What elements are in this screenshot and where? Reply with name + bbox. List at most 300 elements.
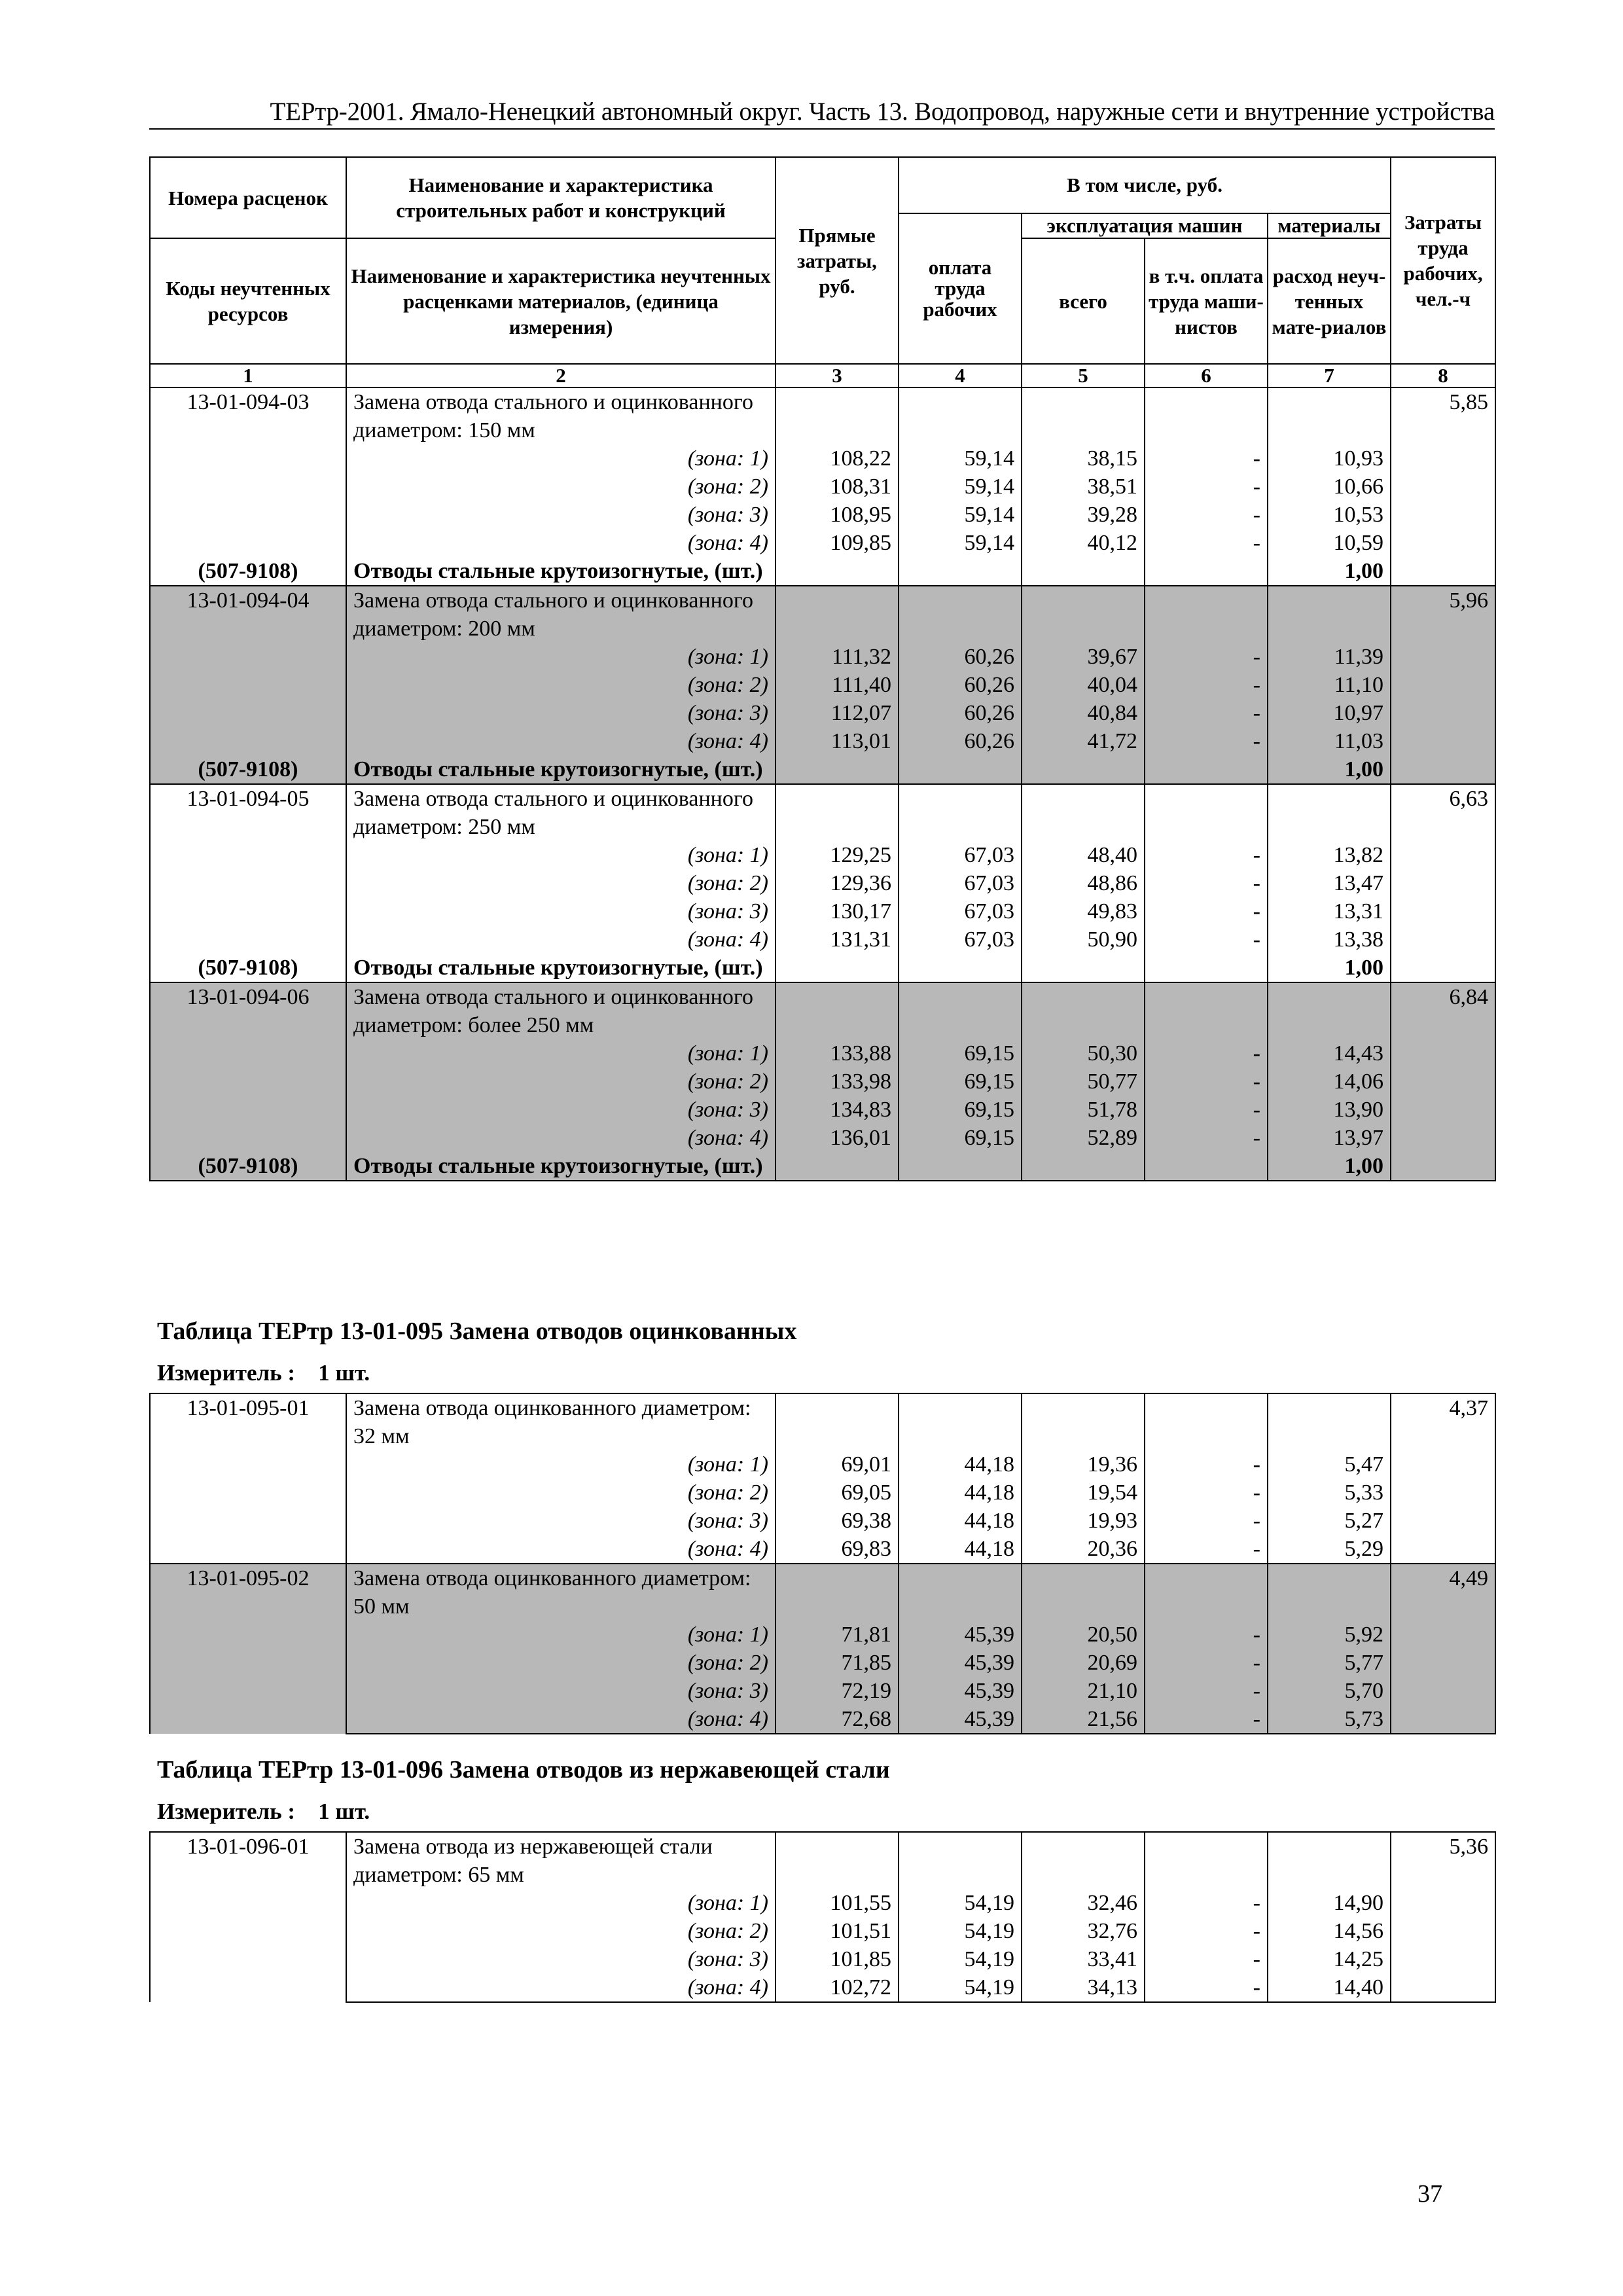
- empty-cell: [899, 784, 1022, 841]
- zone-row: [150, 473, 1495, 501]
- rate-code: 13-01-094-06: [150, 982, 346, 1039]
- table-row: [150, 1832, 1495, 1889]
- labor-pay: 69,15: [899, 1067, 1022, 1096]
- empty-cell: [899, 387, 1022, 444]
- machine-cost: 51,78: [1022, 1096, 1145, 1124]
- machine-cost: 49,83: [1022, 897, 1145, 925]
- rate-name: Замена отвода стального и оцинкованного диаметром: 250 мм: [346, 784, 776, 841]
- labor-pay: 60,26: [899, 727, 1022, 755]
- zone-row: [150, 671, 1495, 699]
- rates-table-096: [149, 1831, 1496, 2003]
- code-spacer: [150, 1649, 346, 1677]
- labor-pay: 44,18: [899, 1479, 1022, 1507]
- zone-row: [150, 444, 1495, 473]
- empty-cell: [1022, 1393, 1145, 1450]
- code-spacer: [150, 1945, 346, 1973]
- table-row: [150, 982, 1495, 1039]
- zone-row: [150, 1479, 1495, 1507]
- machine-labor-pay: -: [1145, 841, 1268, 869]
- col-header-machines: эксплуатация машин: [1022, 213, 1268, 238]
- zone-label: (зона: 2): [346, 671, 776, 699]
- code-spacer: [150, 1621, 346, 1649]
- zone-label: (зона: 4): [346, 925, 776, 954]
- zone-row: [150, 1124, 1495, 1152]
- rate-code: 13-01-094-03: [150, 387, 346, 444]
- machine-cost: 50,30: [1022, 1039, 1145, 1067]
- code-spacer: [150, 1096, 346, 1124]
- zone-label: (зона: 2): [346, 1479, 776, 1507]
- materials-cost: 13,97: [1268, 1124, 1391, 1152]
- col-header-labor-cost: Затраты труда рабочих, чел.-ч: [1391, 157, 1495, 364]
- empty-cell: [776, 1393, 899, 1450]
- direct-cost: 134,83: [776, 1096, 899, 1124]
- machine-labor-pay: -: [1145, 1705, 1268, 1734]
- section-title-095: Таблица ТЕРтр 13-01-095 Замена отводов оцинкованных: [157, 1318, 797, 1345]
- empty-cell: [1022, 954, 1145, 982]
- resource-qty: 1,00: [1268, 1152, 1391, 1181]
- zone-row: [150, 1450, 1495, 1479]
- resource-qty: 1,00: [1268, 557, 1391, 586]
- labor-pay: 54,19: [899, 1889, 1022, 1917]
- labor-pay: 59,14: [899, 529, 1022, 557]
- empty-cell: [1145, 1832, 1268, 1889]
- rate-name: Замена отвода стального и оцинкованного диаметром: более 250 мм: [346, 982, 776, 1039]
- direct-cost: 102,72: [776, 1973, 899, 2002]
- labor-pay: 44,18: [899, 1535, 1022, 1564]
- zone-label: (зона: 3): [346, 1945, 776, 1973]
- materials-cost: 5,29: [1268, 1535, 1391, 1564]
- machine-labor-pay: -: [1145, 925, 1268, 954]
- direct-cost: 112,07: [776, 699, 899, 727]
- col-num-1: 1: [150, 364, 346, 387]
- materials-cost: 14,25: [1268, 1945, 1391, 1973]
- code-spacer: [150, 671, 346, 699]
- empty-cell: [1268, 387, 1391, 444]
- direct-cost: 72,19: [776, 1677, 899, 1705]
- direct-cost: 108,31: [776, 473, 899, 501]
- col-header-materials: материалы: [1268, 213, 1391, 238]
- machine-cost: 40,04: [1022, 671, 1145, 699]
- zone-label: (зона: 1): [346, 444, 776, 473]
- code-spacer: [150, 699, 346, 727]
- labor-pay: 54,19: [899, 1973, 1022, 2002]
- empty-cell: [1022, 557, 1145, 586]
- zone-row: [150, 529, 1495, 557]
- direct-cost: 101,55: [776, 1889, 899, 1917]
- machine-labor-pay: -: [1145, 897, 1268, 925]
- machine-cost: 34,13: [1022, 1973, 1145, 2002]
- direct-cost: 113,01: [776, 727, 899, 755]
- zone-label: (зона: 2): [346, 1917, 776, 1945]
- empty-cell: [899, 954, 1022, 982]
- machine-cost: 41,72: [1022, 727, 1145, 755]
- zone-row: [150, 1507, 1495, 1535]
- zone-label: (зона: 2): [346, 1067, 776, 1096]
- empty-cell: [776, 586, 899, 643]
- materials-cost: 5,70: [1268, 1677, 1391, 1705]
- code-spacer: [150, 1039, 346, 1067]
- code-spacer: [150, 869, 346, 897]
- zone-label: (зона: 3): [346, 501, 776, 529]
- machine-labor-pay: -: [1145, 1096, 1268, 1124]
- rate-group: [150, 982, 1495, 1181]
- code-spacer: [150, 841, 346, 869]
- materials-cost: 14,43: [1268, 1039, 1391, 1067]
- labor-pay: 54,19: [899, 1945, 1022, 1973]
- labor-pay: 67,03: [899, 841, 1022, 869]
- zone-row: [150, 643, 1495, 671]
- zone-row: [150, 1096, 1495, 1124]
- zone-row: [150, 1649, 1495, 1677]
- zone-row: [150, 1705, 1495, 1734]
- empty-cell: [1145, 557, 1268, 586]
- zone-label: (зона: 4): [346, 529, 776, 557]
- machine-cost: 48,40: [1022, 841, 1145, 869]
- empty-cell: [1268, 586, 1391, 643]
- direct-cost: 108,95: [776, 501, 899, 529]
- machine-labor-pay: -: [1145, 1067, 1268, 1096]
- resource-row: [150, 1152, 1495, 1181]
- zone-label: (зона: 4): [346, 1535, 776, 1564]
- materials-cost: 11,39: [1268, 643, 1391, 671]
- col-num-8: 8: [1391, 364, 1495, 387]
- empty-cell: [1268, 1832, 1391, 1889]
- zone-row: [150, 1039, 1495, 1067]
- labor-pay: 45,39: [899, 1677, 1022, 1705]
- rate-code: 13-01-096-01: [150, 1832, 346, 1889]
- empty-cell: [1022, 387, 1145, 444]
- labor-pay: 44,18: [899, 1450, 1022, 1479]
- table-row: [150, 1564, 1495, 1621]
- resource-qty: 1,00: [1268, 954, 1391, 982]
- code-spacer: [150, 1124, 346, 1152]
- direct-cost: 71,85: [776, 1649, 899, 1677]
- materials-cost: 5,92: [1268, 1621, 1391, 1649]
- machine-cost: 50,77: [1022, 1067, 1145, 1096]
- col-header-name-top: Наименование и характеристика строительных работ и конструкций: [346, 157, 776, 238]
- labor-pay: 59,14: [899, 501, 1022, 529]
- zone-row: [150, 1535, 1495, 1564]
- empty-cell: [776, 755, 899, 784]
- measure-096: [157, 1799, 370, 1825]
- resource-name: Отводы стальные крутоизогнутые, (шт.): [346, 557, 776, 586]
- rate-code: 13-01-095-01: [150, 1393, 346, 1450]
- direct-cost: 72,68: [776, 1705, 899, 1734]
- code-spacer: [150, 1479, 346, 1507]
- machine-labor-pay: -: [1145, 727, 1268, 755]
- empty-cell: [1268, 784, 1391, 841]
- labor-cost: 4,37: [1391, 1393, 1495, 1564]
- machine-labor-pay: -: [1145, 1450, 1268, 1479]
- zone-label: (зона: 4): [346, 1973, 776, 2002]
- rate-group: [150, 1564, 1495, 1734]
- labor-pay: 45,39: [899, 1621, 1022, 1649]
- machine-labor-pay: -: [1145, 699, 1268, 727]
- machine-cost: 19,93: [1022, 1507, 1145, 1535]
- col-header-code-bottom: Коды неучтенных ресурсов: [150, 238, 346, 364]
- labor-pay: 59,14: [899, 473, 1022, 501]
- empty-cell: [776, 387, 899, 444]
- materials-cost: 5,27: [1268, 1507, 1391, 1535]
- direct-cost: 101,85: [776, 1945, 899, 1973]
- materials-cost: 10,97: [1268, 699, 1391, 727]
- empty-cell: [899, 1152, 1022, 1181]
- resource-name: Отводы стальные крутоизогнутые, (шт.): [346, 954, 776, 982]
- measure-label: Измеритель :: [157, 1799, 296, 1824]
- empty-cell: [1268, 1393, 1391, 1450]
- col-num-7: 7: [1268, 364, 1391, 387]
- labor-cost: 5,85: [1391, 387, 1495, 586]
- code-spacer: [150, 473, 346, 501]
- col-num-3: 3: [776, 364, 899, 387]
- labor-pay: 45,39: [899, 1649, 1022, 1677]
- code-spacer: [150, 444, 346, 473]
- measure-095: [157, 1360, 370, 1386]
- resource-code: (507-9108): [150, 1152, 346, 1181]
- col-num-2: 2: [346, 364, 776, 387]
- table-row: [150, 586, 1495, 643]
- zone-label: (зона: 3): [346, 897, 776, 925]
- machine-cost: 32,46: [1022, 1889, 1145, 1917]
- code-spacer: [150, 501, 346, 529]
- resource-name: Отводы стальные крутоизогнутые, (шт.): [346, 1152, 776, 1181]
- rate-code: 13-01-094-04: [150, 586, 346, 643]
- empty-cell: [1022, 755, 1145, 784]
- direct-cost: 69,01: [776, 1450, 899, 1479]
- materials-cost: 14,90: [1268, 1889, 1391, 1917]
- materials-cost: 11,03: [1268, 727, 1391, 755]
- labor-pay: 67,03: [899, 925, 1022, 954]
- direct-cost: 136,01: [776, 1124, 899, 1152]
- zone-label: (зона: 1): [346, 841, 776, 869]
- zone-row: [150, 1917, 1495, 1945]
- labor-cost: 6,63: [1391, 784, 1495, 982]
- materials-cost: 10,59: [1268, 529, 1391, 557]
- machine-cost: 19,54: [1022, 1479, 1145, 1507]
- machine-labor-pay: -: [1145, 1507, 1268, 1535]
- zone-row: [150, 1677, 1495, 1705]
- labor-pay: 54,19: [899, 1917, 1022, 1945]
- zone-row: [150, 1067, 1495, 1096]
- empty-cell: [1145, 784, 1268, 841]
- code-spacer: [150, 1973, 346, 2002]
- col-num-6: 6: [1145, 364, 1268, 387]
- machine-cost: 38,15: [1022, 444, 1145, 473]
- zone-label: (зона: 1): [346, 1450, 776, 1479]
- zone-row: [150, 1621, 1495, 1649]
- code-spacer: [150, 1917, 346, 1945]
- labor-pay: 44,18: [899, 1507, 1022, 1535]
- measure-value: 1 шт.: [318, 1360, 370, 1386]
- machine-cost: 48,86: [1022, 869, 1145, 897]
- machine-labor-pay: -: [1145, 1945, 1268, 1973]
- direct-cost: 129,36: [776, 869, 899, 897]
- empty-cell: [899, 557, 1022, 586]
- rate-name: Замена отвода стального и оцинкованного диаметром: 150 мм: [346, 387, 776, 444]
- zone-row: [150, 1945, 1495, 1973]
- empty-cell: [776, 954, 899, 982]
- direct-cost: 69,38: [776, 1507, 899, 1535]
- labor-pay: 60,26: [899, 699, 1022, 727]
- labor-pay: 69,15: [899, 1039, 1022, 1067]
- empty-cell: [899, 982, 1022, 1039]
- direct-cost: 133,88: [776, 1039, 899, 1067]
- resource-code: (507-9108): [150, 557, 346, 586]
- code-spacer: [150, 925, 346, 954]
- zone-label: (зона: 4): [346, 1705, 776, 1734]
- materials-cost: 10,66: [1268, 473, 1391, 501]
- zone-label: (зона: 1): [346, 1621, 776, 1649]
- labor-pay: 69,15: [899, 1096, 1022, 1124]
- direct-cost: 69,83: [776, 1535, 899, 1564]
- labor-pay: 45,39: [899, 1705, 1022, 1734]
- empty-cell: [1268, 1564, 1391, 1621]
- machine-labor-pay: -: [1145, 529, 1268, 557]
- empty-cell: [1022, 1832, 1145, 1889]
- materials-cost: 13,31: [1268, 897, 1391, 925]
- rate-name: Замена отвода оцинкованного диаметром: 32 мм: [346, 1393, 776, 1450]
- zone-label: (зона: 3): [346, 1096, 776, 1124]
- empty-cell: [1022, 1564, 1145, 1621]
- code-spacer: [150, 1535, 346, 1564]
- empty-cell: [1022, 784, 1145, 841]
- header-rule: [149, 128, 1495, 130]
- resource-row: [150, 954, 1495, 982]
- rates-table-094: [149, 156, 1496, 1181]
- materials-cost: 14,56: [1268, 1917, 1391, 1945]
- materials-cost: 5,47: [1268, 1450, 1391, 1479]
- zone-label: (зона: 2): [346, 473, 776, 501]
- machine-cost: 20,69: [1022, 1649, 1145, 1677]
- empty-cell: [776, 1152, 899, 1181]
- empty-cell: [1145, 954, 1268, 982]
- machine-cost: 19,36: [1022, 1450, 1145, 1479]
- direct-cost: 69,05: [776, 1479, 899, 1507]
- code-spacer: [150, 1507, 346, 1535]
- machine-labor-pay: -: [1145, 671, 1268, 699]
- page-number: 37: [1418, 2180, 1442, 2208]
- zone-row: [150, 925, 1495, 954]
- empty-cell: [1268, 982, 1391, 1039]
- zone-row: [150, 897, 1495, 925]
- resource-qty: 1,00: [1268, 755, 1391, 784]
- table-row: [150, 784, 1495, 841]
- machine-labor-pay: -: [1145, 501, 1268, 529]
- empty-cell: [899, 1393, 1022, 1450]
- direct-cost: 111,40: [776, 671, 899, 699]
- running-header: ТЕРтр-2001. Ямало-Ненецкий автономный округ. Часть 13. Водопровод, наружные сети и внутренние устройства: [270, 98, 1495, 126]
- direct-cost: 131,31: [776, 925, 899, 954]
- zone-label: (зона: 1): [346, 1039, 776, 1067]
- empty-cell: [1145, 1393, 1268, 1450]
- rate-name: Замена отвода оцинкованного диаметром: 50 мм: [346, 1564, 776, 1621]
- col-num-4: 4: [899, 364, 1022, 387]
- measure-value: 1 шт.: [318, 1799, 370, 1824]
- machine-cost: 21,10: [1022, 1677, 1145, 1705]
- empty-cell: [776, 784, 899, 841]
- machine-labor-pay: -: [1145, 1889, 1268, 1917]
- empty-cell: [776, 1564, 899, 1621]
- labor-cost: 5,36: [1391, 1832, 1495, 2002]
- materials-cost: 11,10: [1268, 671, 1391, 699]
- materials-cost: 5,73: [1268, 1705, 1391, 1734]
- machine-labor-pay: -: [1145, 1973, 1268, 2002]
- labor-pay: 60,26: [899, 643, 1022, 671]
- machine-labor-pay: -: [1145, 643, 1268, 671]
- rate-code: 13-01-094-05: [150, 784, 346, 841]
- machine-labor-pay: -: [1145, 473, 1268, 501]
- machine-cost: 33,41: [1022, 1945, 1145, 1973]
- machine-labor-pay: -: [1145, 1039, 1268, 1067]
- zone-label: (зона: 2): [346, 869, 776, 897]
- labor-pay: 60,26: [899, 671, 1022, 699]
- zone-label: (зона: 4): [346, 1124, 776, 1152]
- machine-cost: 52,89: [1022, 1124, 1145, 1152]
- machine-labor-pay: -: [1145, 1677, 1268, 1705]
- col-header-name-bottom: Наименование и характеристика неучтенных расценками материалов, (единица измерения): [346, 238, 776, 364]
- table-row: [150, 387, 1495, 444]
- machine-labor-pay: -: [1145, 1479, 1268, 1507]
- empty-cell: [1145, 586, 1268, 643]
- machine-labor-pay: -: [1145, 1621, 1268, 1649]
- direct-cost: 109,85: [776, 529, 899, 557]
- resource-name: Отводы стальные крутоизогнутые, (шт.): [346, 755, 776, 784]
- zone-label: (зона: 3): [346, 1507, 776, 1535]
- machine-labor-pay: -: [1145, 1649, 1268, 1677]
- machine-labor-pay: -: [1145, 1535, 1268, 1564]
- direct-cost: 130,17: [776, 897, 899, 925]
- machine-cost: 50,90: [1022, 925, 1145, 954]
- empty-cell: [899, 1832, 1022, 1889]
- zone-row: [150, 699, 1495, 727]
- section-title-096: Таблица ТЕРтр 13-01-096 Замена отводов из нержавеющей стали: [157, 1756, 890, 1784]
- labor-pay: 67,03: [899, 897, 1022, 925]
- measure-label: Измеритель :: [157, 1360, 296, 1386]
- resource-row: [150, 557, 1495, 586]
- machine-cost: 39,67: [1022, 643, 1145, 671]
- direct-cost: 133,98: [776, 1067, 899, 1096]
- machine-cost: 40,84: [1022, 699, 1145, 727]
- rate-name: Замена отвода стального и оцинкованного диаметром: 200 мм: [346, 586, 776, 643]
- col-header-code-top: Номера расценок: [150, 157, 346, 238]
- empty-cell: [1145, 387, 1268, 444]
- materials-cost: 14,06: [1268, 1067, 1391, 1096]
- empty-cell: [1145, 1152, 1268, 1181]
- zone-label: (зона: 2): [346, 1649, 776, 1677]
- empty-cell: [1145, 755, 1268, 784]
- materials-cost: 13,38: [1268, 925, 1391, 954]
- materials-cost: 10,93: [1268, 444, 1391, 473]
- machine-labor-pay: -: [1145, 444, 1268, 473]
- col-header-labor-pay: оплата труда рабочих: [899, 213, 1022, 364]
- zone-label: (зона: 3): [346, 699, 776, 727]
- code-spacer: [150, 1067, 346, 1096]
- zone-label: (зона: 3): [346, 1677, 776, 1705]
- rates-table-095: [149, 1393, 1496, 1734]
- zone-row: [150, 1889, 1495, 1917]
- resource-row: [150, 755, 1495, 784]
- direct-cost: 108,22: [776, 444, 899, 473]
- col-header-total: всего: [1022, 238, 1145, 364]
- empty-cell: [1022, 1152, 1145, 1181]
- empty-cell: [1022, 982, 1145, 1039]
- rate-group: [150, 784, 1495, 982]
- empty-cell: [1145, 1564, 1268, 1621]
- rate-group: [150, 387, 1495, 586]
- materials-cost: 5,77: [1268, 1649, 1391, 1677]
- code-spacer: [150, 727, 346, 755]
- rate-group: [150, 1393, 1495, 1564]
